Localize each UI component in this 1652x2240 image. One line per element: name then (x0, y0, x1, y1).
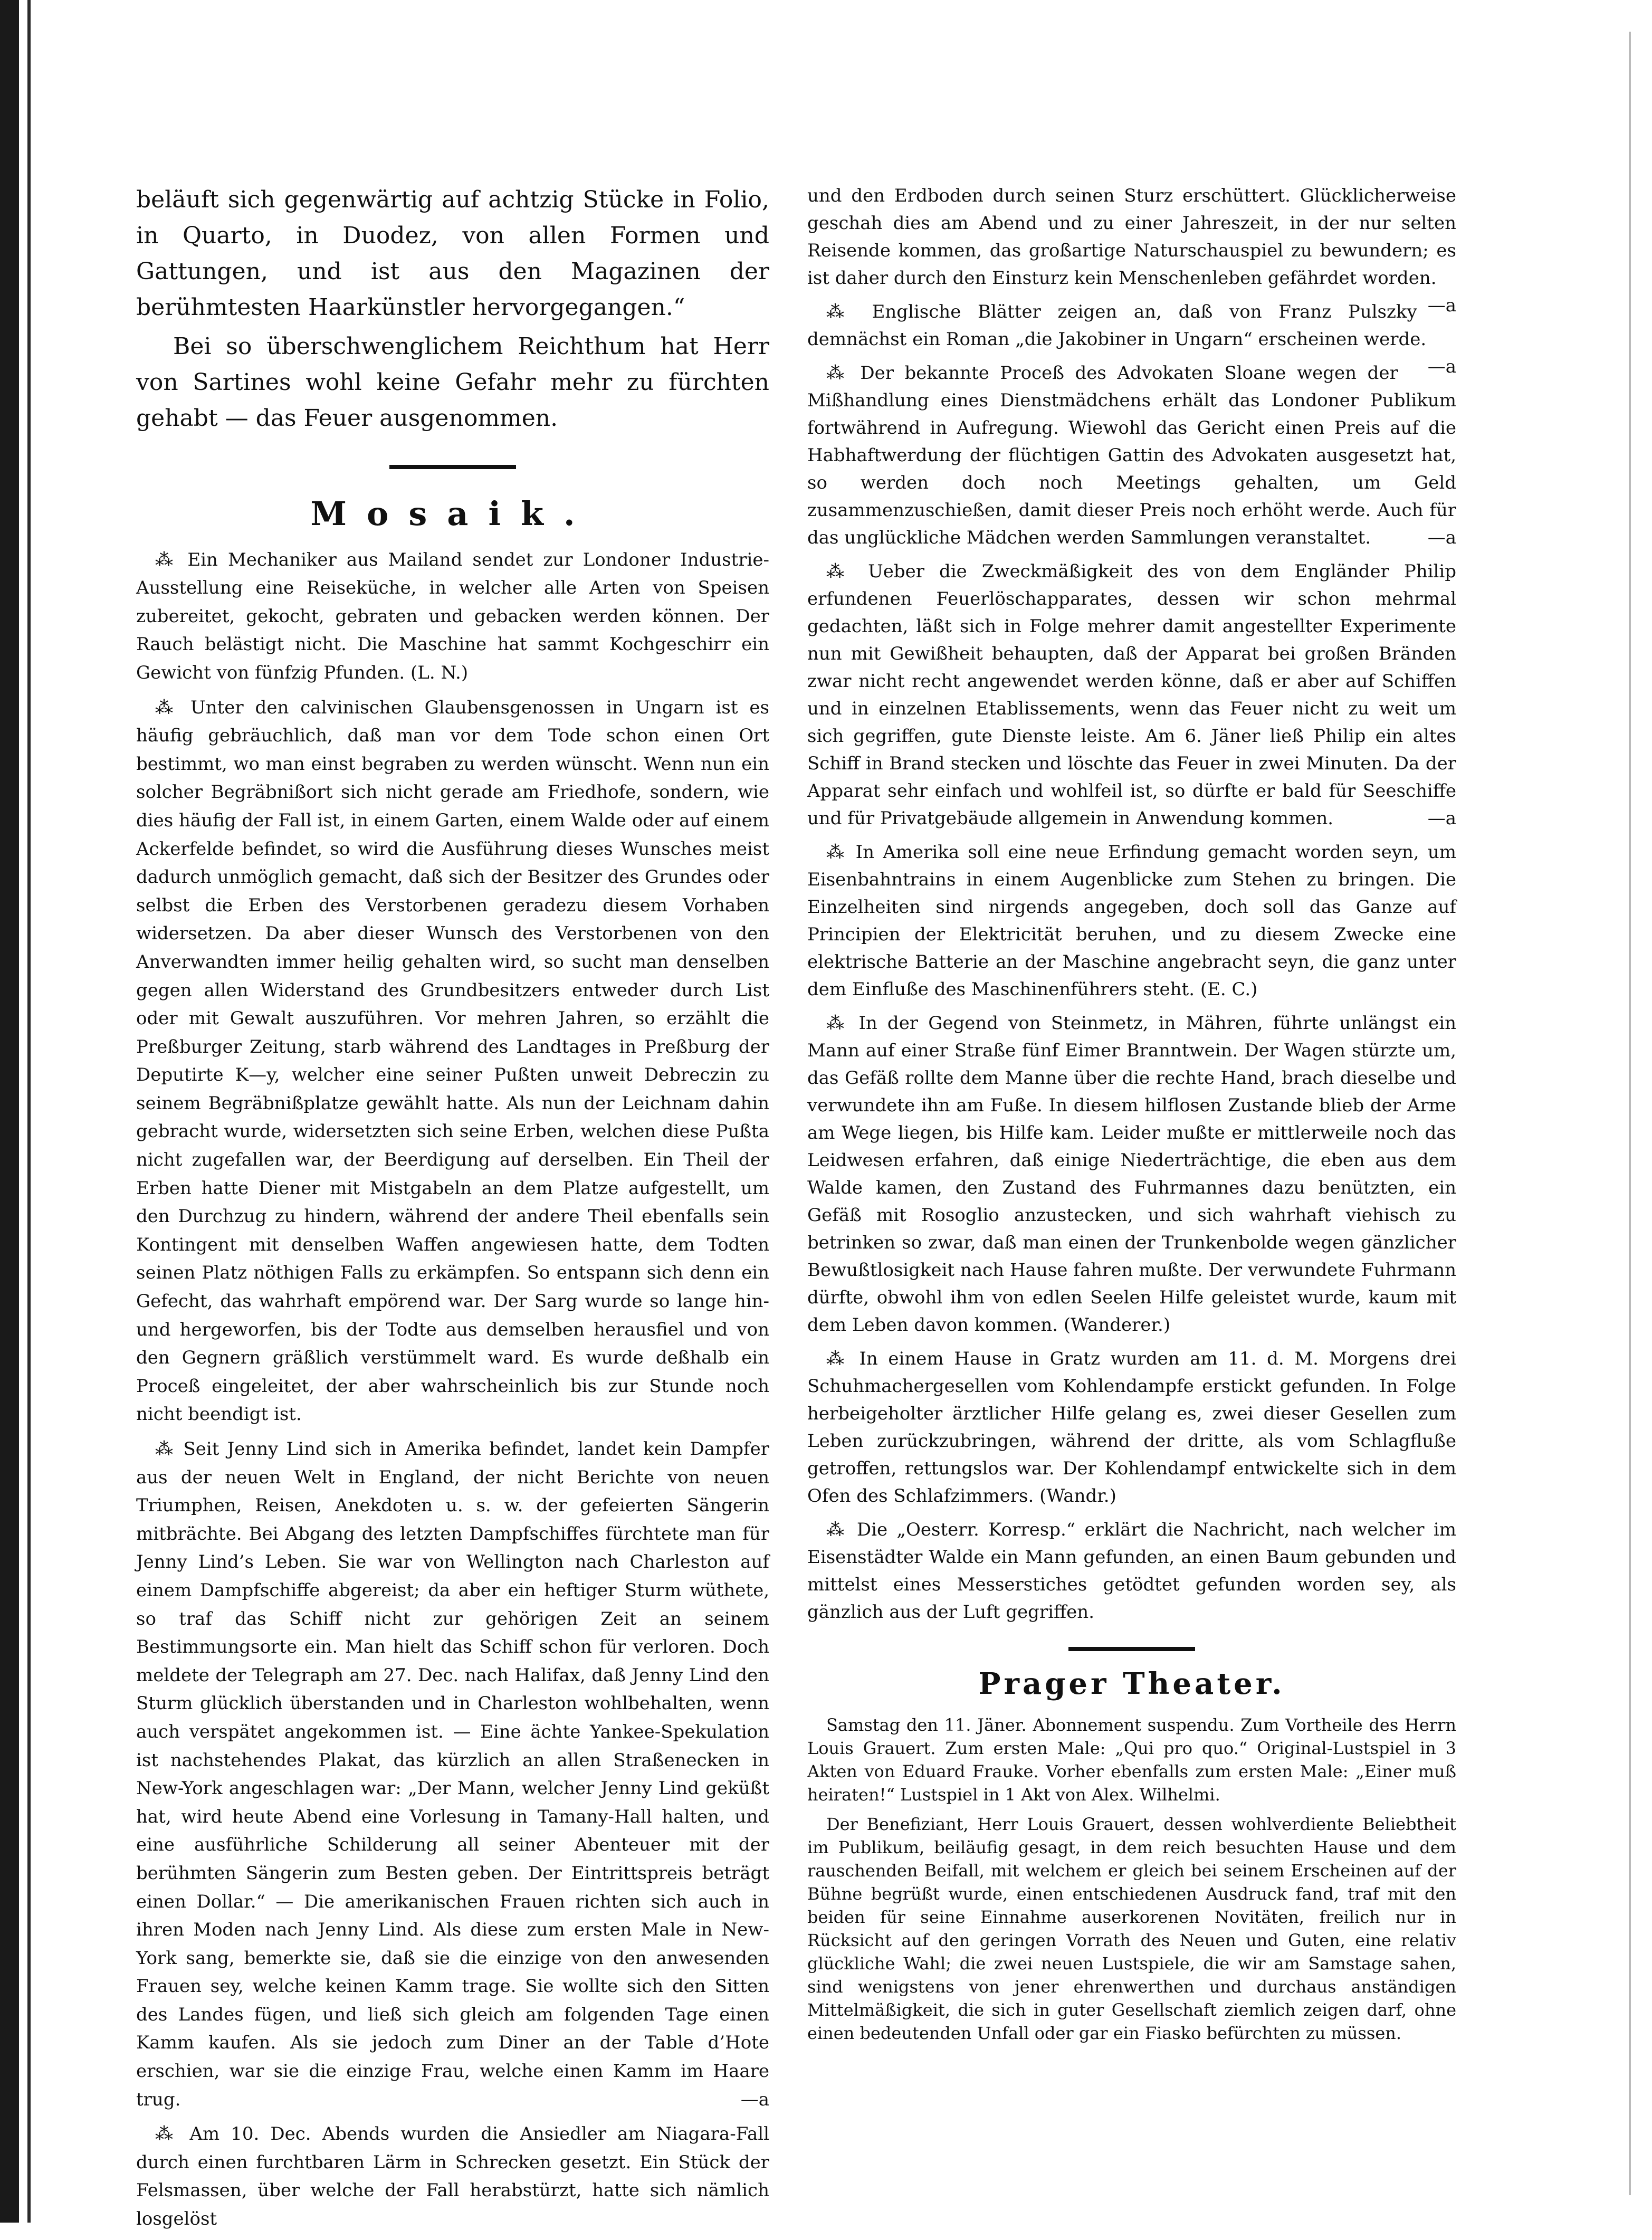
left-column (136, 182, 769, 2240)
news-item (807, 558, 1456, 832)
news-item (807, 298, 1456, 377)
news-signature: —a (1427, 295, 1456, 316)
news-item (807, 182, 1456, 316)
news-text: ⁂ Ueber die Zweckmäßigkeit des von dem Engländer Philip erfundenen Feuerlöschapparates, dessen wir schon mehrmal gedachten, läßt sich in Folge mehrer damit angestellter Experimente nun mit Gewißheit behaupten, daß der Apparat bei großen Bränden zwar nicht recht angewendet werden könne, daß er aber auf Schiffen und in einzelnen Etablissements, wenn das Feuer nicht zu weit um sich gegriffen, gute Dienste leiste. Am 6. Jäner ließ Philip ein altes Schiff in Brand stecken und löschte das Feuer in zwei Minuten. Da der Apparat sehr einfach und wohlfeil ist, so dürfte er bald für Seeschiffe und für Privatgebäude allgemein in Anwendung kommen. (807, 561, 1456, 829)
intro-paragraph: beläuft sich gegenwärtig auf achtzig Stücke in Folio, in Quarto, in Duodez, von allen Formen und Gattungen, und ist aus den Magazinen der berühmtesten Haarkünstler hervorgegangen.“ (136, 186, 769, 321)
section-divider (389, 465, 516, 469)
news-text: und den Erdboden durch seinen Sturz erschüttert. Glücklicherweise geschah dies am Abend und zu einer Jahreszeit, in der nur selten Reisende kommen, das großartige Naturschauspiel zu bewundern; es ist daher durch den Einsturz kein Menschenleben gefährdet worden. (807, 185, 1456, 289)
right-column (807, 182, 1456, 2051)
page-edge-right (1629, 32, 1631, 2195)
news-text: ⁂ Am 10. Dec. Abends wurden die Ansiedler am Niagara-Fall durch einen furchtbaren Lärm in Schrecken gesetzt. Ein Stück der Felsmassen, über welche der Fall herabstürzt, hatte sich nämlich losgelöst (136, 2123, 769, 2230)
theater-paragraph: Der Benefiziant, Herr Louis Grauert, dessen wohlverdiente Beliebtheit im Publikum, beiläufig gesagt, in dem reich besuchten Hause und dem rauschenden Beifall, mit welchem er gleich bei seinem Erscheinen auf der Bühne begrüßt wurde, einen entschiedenen Ausdruck fand, traf mit den beiden für seine Einnahme auserkorenen Novitäten, freilich nur in Rücksicht auf den geringen Vorrath des Neuen und Guten, eine relativ glückliche Wahl; die zwei neuen Lustspiele, die wir am Samstage sahen, sind wenigstens von jener ehrenwerthen und durchaus anständigen Mittelmäßigkeit, die sich in guter Gesellschaft ziemlich zeigen darf, ohne einen bedeutenden Unfall oder gar ein Fiasko befürchten zu müssen. (807, 1814, 1456, 2043)
news-text: ⁂ Unter den calvinischen Glaubensgenossen in Ungarn ist es häufig gebräuchlich, daß man vor dem Tode schon einen Ort bestimmt, wo man einst begraben zu werden wünscht. Wenn nun ein solcher Begräbnißort sich nicht gerade am Friedhofe, sondern, wie dies häufig der Fall ist, in einem Garten, einem Walde oder auf einem Ackerfelde befindet, so wird die Ausführung dieses Wunsches meist dadurch unmöglich gemacht, daß sich der Besitzer des Grundes oder selbst die Erben des Verstorbenen geradezu diesem Vorhaben widersetzen. Da aber dieser Wunsch des Verstorbenen von den Anverwandten immer heilig gehalten wird, so sucht man denselben gegen allen Widerstand des Grundbesitzers entweder durch List oder mit Gewalt auszuführen. Vor mehren Jahren, so erzählt die Preßburger Zeitung, starb während des Landtages in Preßburg der Deputirte K—y, welcher eine seiner Pußten unweit Debreczin zu seinem Begräbnißplatze gewählt hatte. Als nun der Leichnam dahin gebracht wurde, widersetzten sich seine Erben, welchen diese Pußta nicht zugefallen war, der Beerdigung auf derselben. Ein Theil der Erben hatte Diener mit Mistgabeln an dem Platze aufgestellt, um den Durchzug zu hindern, während der andere Theil ebenfalls sein Kontingent mit denselben Waffen angewiesen hatte, dem Todten seinen Platz nöthigen Falls zu erkämpfen. So entspann sich denn ein Gefecht, das wahrhaft empörend war. Der Sarg wurde so lange hin- und hergeworfen, bis der Todte aus demselben herausfiel und von den Gegnern gräßlich verstümmelt ward. Es wurde deßhalb ein Proceß eingeleitet, der aber wahrscheinlich bis zur Stunde noch nicht beendigt ist. (136, 697, 769, 1425)
page-edge-dark (0, 0, 19, 2223)
news-text: ⁂ Englische Blätter zeigen an, daß von Franz Pulszky demnächst ein Roman „die Jakobiner in Ungarn“ erscheinen werde. (807, 301, 1427, 350)
news-item (136, 694, 769, 1429)
news-signature: —a (1427, 527, 1456, 548)
news-item (807, 1516, 1456, 1626)
news-item (807, 1009, 1456, 1339)
news-text: ⁂ Die „Oesterr. Korresp.“ erklärt die Nachricht, nach welcher im Eisenstädter Walde ein Mann gefunden, an einen Baum gebunden und mittelst eines Messerstiches getödtet gefunden worden sey, als gänzlich aus der Luft gegriffen. (807, 1519, 1456, 1623)
intro-paragraph: Bei so überschwenglichem Reichthum hat Herr von Sartines wohl keine Gefahr mehr zu fürchten gehabt — das Feuer ausgenommen. (136, 333, 769, 432)
news-text: ⁂ In Amerika soll eine neue Erfindung gemacht worden seyn, um Eisenbahntrains in einem Augenblicke zum Stehen zu bringen. Die Einzelheiten sind nirgends angegeben, doch soll das Ganze auf Principien der Elektricität beruhen, und zu diesem Zwecke eine elektrische Batterie an der Maschine angebracht seyn, die ganz unter dem Einfluße des Maschinenführers steht. (E. C.) (807, 842, 1456, 1000)
news-item (807, 359, 1456, 551)
news-item (136, 1435, 769, 2114)
news-text: ⁂ Ein Mechaniker aus Mailand sendet zur Londoner Industrie-Ausstellung eine Reiseküche, in welcher alle Arten von Speisen zubereitet, gekocht, gebraten und gebacken werden können. Der Rauch belästigt nicht. Die Maschine hat sammt Kochgeschirr ein Gewicht von fünfzig Pfunden. (L. N.) (136, 549, 769, 683)
news-item (807, 1345, 1456, 1510)
theater-paragraph: Samstag den 11. Jäner. Abonnement suspendu. Zum Vortheile des Herrn Louis Grauert. Zum ersten Male: „Qui pro quo.“ Original-Lustspiel in 3 Akten von Eduard Frauke. Vorher ebenfalls zum ersten Male: „Einer muß heiraten!“ Lustspiel in 1 Akt von Alex. Wilhelmi. (807, 1714, 1456, 1805)
news-text: ⁂ In der Gegend von Steinmetz, in Mähren, führte unlängst ein Mann auf einer Straße fünf Eimer Branntwein. Der Wagen stürzte um, das Gefäß rollte dem Manne über die rechte Hand, brach dieselbe und verwundete ihn am Fuße. In diesem hilflosen Zustande blieb der Arme am Wege liegen, bis Hilfe kam. Leider mußte er mittlerweile noch das Leidwesen erfahren, daß einige Niederträchtige, die eben aus dem Walde kamen, den Zustand des Fuhrmannes dazu benützten, ein Gefäß mit Rosoglio anzustecken, und sich wahrhaft viehisch zu betrinken so zwar, daß man einen der Trunkenbolde wegen gänzlicher Bewußtlosigkeit nach Hause fahren mußte. Der verwundete Fuhrmann dürfte, obwohl ihm von edlen Seelen Hilfe geleistet wurde, kaum mit dem Leben davon kommen. (Wanderer.) (807, 1013, 1456, 1336)
news-item (136, 2120, 769, 2233)
section-title-mosaik: Mosaik. (310, 494, 595, 533)
news-signature: —a (740, 2089, 769, 2110)
news-text: ⁂ In einem Hause in Gratz wurden am 11. d. M. Morgens drei Schuhmachergesellen vom Kohlendampfe erstickt gefunden. In Folge herbeigeholter ärztlicher Hilfe gelang es, zwei dieser Gesellen zum Leben zurückzubringen, während der dritte, als vom Schlagfluße getroffen, rettungslos war. Der Kohlendampf entwickelte sich in dem Ofen des Schlafzimmers. (Wandr.) (807, 1348, 1456, 1507)
section-divider (1068, 1647, 1195, 1651)
news-text: ⁂ Der bekannte Proceß des Advokaten Sloane wegen der Mißhandlung eines Dienstmädchens erhält das Londoner Publikum fortwährend in Aufregung. Wiewohl das Gericht einen Preis auf die Habhaftwerdung der flüchtigen Gattin des Advokaten ausgesetzt hat, so werden doch noch Meetings gehalten, um Geld zusammenzuschießen, damit dieser Preis noch erhöht werde. Auch für das unglückliche Mädchen werden Sammlungen veranstaltet. (807, 363, 1456, 548)
news-item (136, 546, 769, 688)
news-text: ⁂ Seit Jenny Lind sich in Amerika befindet, landet kein Dampfer aus der neuen Welt in England, der nicht Berichte von neuen Triumphen, Reisen, Anekdoten u. s. w. der gefeierten Sängerin mitbrächte. Bei Abgang des letzten Dampfschiffes fürchtete man für Jenny Lind’s Leben. Sie war von Wellington nach Charleston auf einem Dampfschiffe abgereist; da aber ein heftiger Sturm wüthete, so traf das Schiff nicht zur gehörigen Zeit an seinem Bestimmungsorte ein. Man hielt das Schiff schon für verloren. Doch meldete der Telegraph am 27. Dec. nach Halifax, daß Jenny Lind den Sturm glücklich überstanden und in Charleston wohlbehalten, wenn auch verspätet angekommen ist. — Eine ächte Yankee-Spekulation ist nachstehendes Plakat, das kürzlich an allen Straßenecken in New-York angeschlagen war: „Der Mann, welcher Jenny Lind geküßt hat, wird heute Abend eine Vorlesung in Tamany-Hall halten, und eine ausführliche Schilderung all seiner Abenteuer mit der berühmten Sängerin zum Besten geben. Der Eintrittspreis beträgt einen Dollar.“ — Die amerikanischen Frauen richten sich auch in ihren Moden nach Jenny Lind. Als diese zum ersten Male in New-York sang, bemerkte sie, daß sie die einzige von den anwesenden Frauen sey, welche keinen Kamm trage. Sie wollte sich den Sitten des Landes fügen, und ließ sich gleich am folgenden Tage einen Kamm kaufen. Als sie jedoch zum Diner an der Table d’Hote erschien, war sie die einzige Frau, welche einen Kamm im Haare trug. (136, 1438, 769, 2110)
news-item (807, 838, 1456, 1003)
news-signature: —a (1427, 356, 1456, 377)
theater-section (807, 1666, 1456, 2045)
page-edge-line (27, 0, 31, 2223)
news-signature: —a (1427, 808, 1456, 829)
section-title-theater: Prager Theater. (978, 1666, 1285, 1701)
